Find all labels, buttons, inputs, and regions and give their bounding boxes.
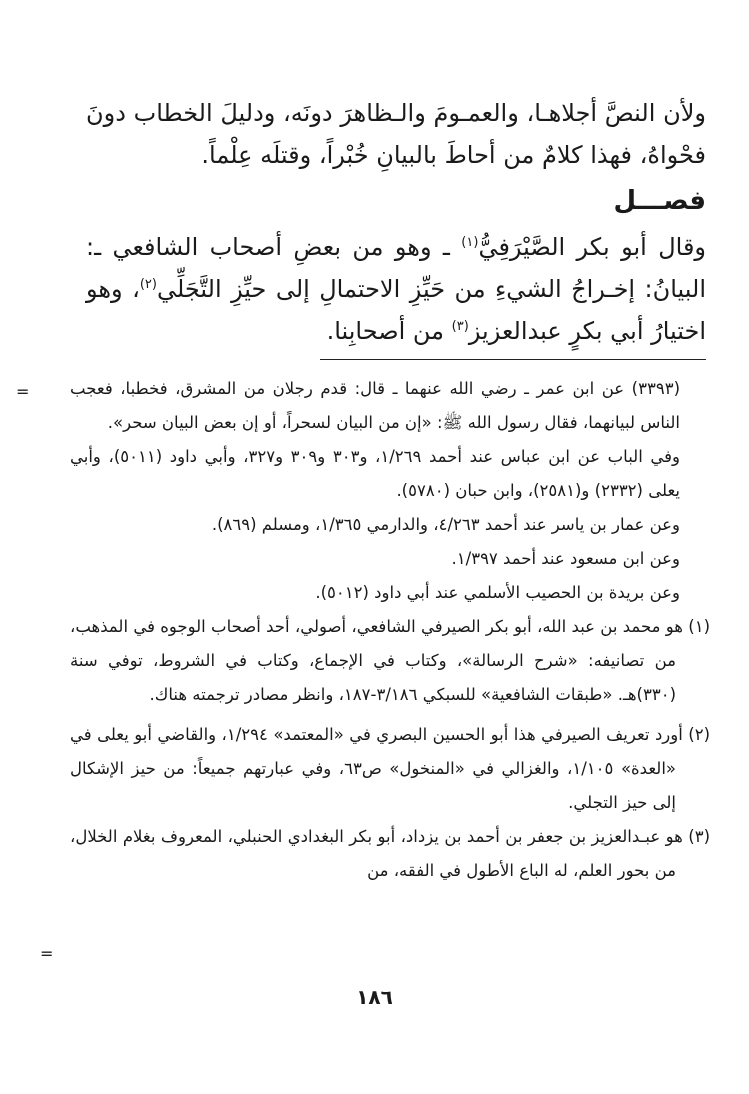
section-heading: فصـــل (613, 186, 706, 216)
footnote-continued-buraydah: وعن بريدة بن الحصيب الأسلمي عند أبي داود (٥٠١٢). (315, 583, 680, 602)
footnote-continued-ibn-masud: وعن ابن مسعود عند أحمد ١/٣٩٧. (451, 549, 680, 568)
footnote-3: (٣) هو عبـدالعزيز بن جعفر بن أحمد بن يزداد، أبو بكر البغدادي الحنبلي، المعروف بغلام الخلال، من بحور العلم، له الباع الأطول في الفقه، من (70, 827, 710, 880)
footnote-separator (320, 359, 706, 360)
footnote-ref-3: (٣) (451, 319, 469, 334)
main-paragraph-1: ولأن النصَّ أجلاهـا، والعمـومَ والـظاهرَ دونَه، ودليلَ الخطاب دونَ فحْواهُ، فهذا كلامٌ من أحاطَ بالبيانِ خُبْراً، وقتلَه عِلْماً. (86, 99, 706, 169)
continuation-mark-bottom: = (40, 944, 54, 963)
footnote-continued-hadith: (٣٣٩٣) عن ابن عمر ـ رضي الله عنهما ـ قال: قدم رجلان من المشرق، فخطبا، فعجب الناس لبيانهما، فقال رسول الله ﷺ: «إن من البيان لسحراً، أو إن بعض البيان سحر». (70, 379, 680, 432)
footnotes-block (70, 372, 710, 888)
footnote-continued-ibn-abbas: وفي الباب عن ابن عباس عند أحمد ١/٢٦٩، و٣٠٣ و٣٠٩ و٣٢٧، وأبي داود (٥٠١١)، وأبي يعلى (٢٣٣٢) و(٢٥٨١)، وابن حبان (٥٧٨٠). (70, 447, 681, 500)
footnote-2: (٢) أورد تعريف الصيرفي هذا أبو الحسين البصري في «المعتمد» ١/٢٩٤، والقاضي أبو يعلى في «العدة» ١/١٠٥، والغزالي في «المنخول» ص٦٣، وفي عبارتهم جميعاً: من حيز الإشكال إلى حيز التجلي. (70, 725, 710, 812)
main-text-block (86, 92, 706, 352)
paragraph-2-part-d: من أصحابِنا. (326, 317, 452, 345)
footnote-1: (١) هو محمد بن عبد الله، أبو بكر الصيرفي الشافعي، أصولي، أحد أصحاب الوجوه في المذهب، من تصانيفه: «شرح الرسالة»، وكتاب في الإجماع، وكتاب في الشروط، توفي سنة (٣٣٠)هـ. «طبقات الشافعية» للسبكي ٣/١٨٦-١٨٧، وانظر مصادر ترجمته هناك. (70, 617, 710, 704)
continuation-mark-top: = (16, 382, 30, 401)
paragraph-2-part-c: ، وهو اختيارُ أبي بكرٍ عبدالعزيز (86, 275, 706, 345)
paragraph-2-part-a: وقال أبو بكر الصَّيْرَفِيُّ (478, 233, 707, 261)
paragraph-2-part-b: ـ وهو من بعضِ أصحاب الشافعي ـ: البيانُ: إخـراجُ الشيءِ من حَيِّزِ الاحتمالِ إلى حيِّزِ التَّجَلِّي (86, 233, 706, 303)
main-paragraph-2 (86, 226, 706, 352)
footnote-continued-ammar: وعن عمار بن ياسر عند أحمد ٤/٢٦٣، والدارمي ١/٣٦٥، ومسلم (٨٦٩). (211, 515, 680, 534)
page-number: ١٨٦ (356, 985, 393, 1009)
footnote-ref-1: (١) (461, 235, 479, 250)
footnote-ref-2: (٢) (139, 277, 157, 292)
